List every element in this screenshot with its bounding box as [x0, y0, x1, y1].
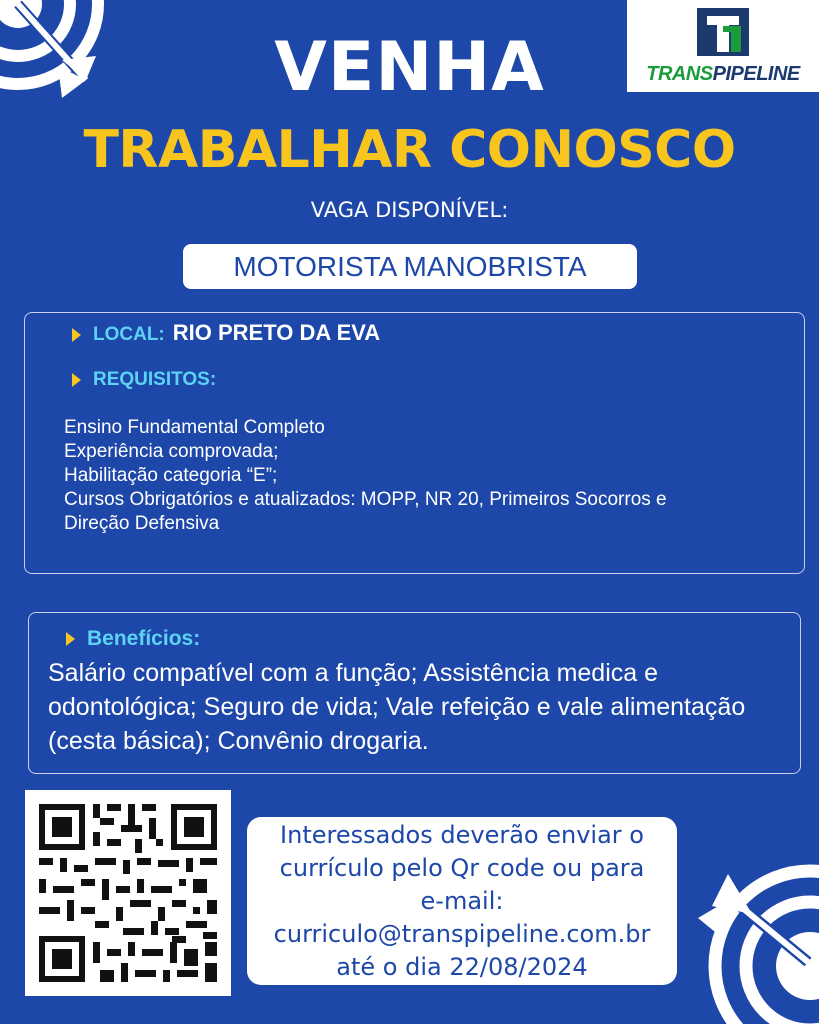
requirements-list — [64, 416, 794, 536]
list-item: Cursos Obrigatórios e atualizados: MOPP, NR 20, Primeiros Socorros e — [64, 489, 667, 510]
benefits-text: Salário compatível com a função; Assistência medica e odontológica; Seguro de vida; Vale refeição e vale alimentação (cesta básica); Convênio drogaria. — [48, 659, 746, 755]
qr-code-icon — [25, 790, 231, 996]
list-item: Direção Defensiva — [64, 513, 220, 534]
job-title-badge — [183, 244, 637, 289]
logo-wordmark-trans: TRANS — [646, 63, 713, 85]
chevron-right-icon — [72, 373, 81, 387]
contact-line-2: currículo pelo Qr code ou para — [279, 854, 645, 882]
logo-wordmark-pipeline: PIPELINE — [712, 63, 800, 85]
target-arrow-decoration-bottom — [690, 866, 819, 1024]
vaga-label: VAGA DISPONÍVEL: — [310, 198, 509, 222]
list-item: Ensino Fundamental Completo — [64, 417, 325, 438]
local-label: LOCAL: — [93, 324, 165, 345]
requisitos-label: REQUISITOS: — [93, 369, 217, 390]
beneficios-row — [66, 626, 200, 652]
requisitos-row — [72, 367, 216, 393]
local-value: RIO PRETO DA EVA — [172, 320, 381, 345]
chevron-right-icon — [72, 328, 81, 342]
job-title-text: MOTORISTA MANOBRISTA — [233, 250, 587, 282]
contact-email-link[interactable]: curriculo@transpipeline.com.br — [273, 920, 651, 948]
contact-box — [247, 817, 677, 985]
chevron-right-icon — [66, 632, 75, 646]
headline-venha: VENHA — [274, 28, 545, 107]
contact-line-3: e-mail: — [420, 887, 504, 915]
beneficios-label: Benefícios: — [87, 627, 201, 650]
contact-line-1: Interessados deverão enviar o — [280, 821, 644, 849]
list-item: Habilitação categoria “E”; — [64, 465, 278, 486]
contact-deadline: até o dia 22/08/2024 — [336, 953, 588, 981]
local-row — [72, 320, 380, 348]
headline-trabalhar-conosco: TRABALHAR CONOSCO — [83, 120, 736, 180]
qr-code[interactable] — [25, 790, 231, 996]
list-item: Experiência comprovada; — [64, 441, 279, 462]
